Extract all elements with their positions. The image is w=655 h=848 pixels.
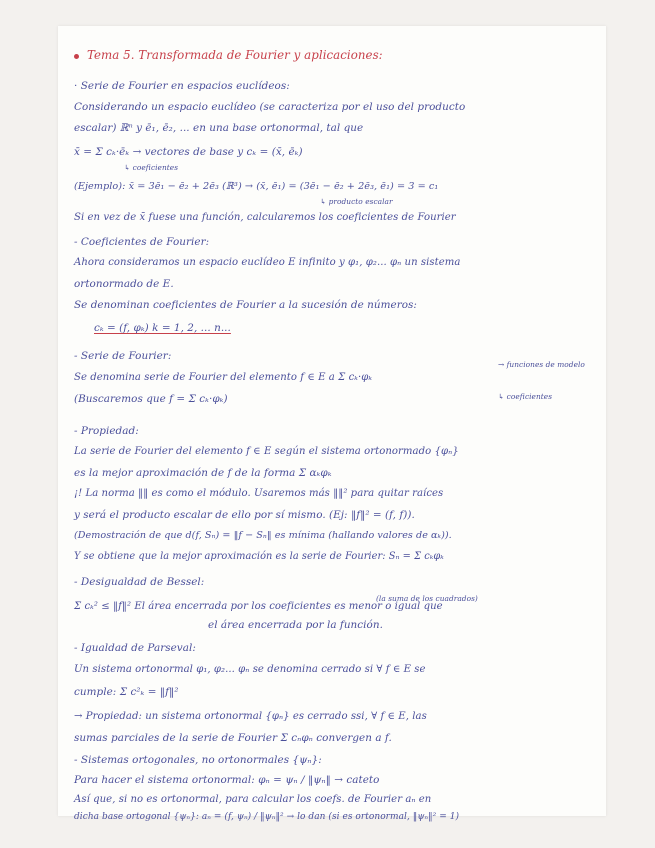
text-line: y será el producto escalar de ello por sí mismo. (Ej: ‖f‖² = (f, f)). [74,509,415,521]
text-line: sumas parciales de la serie de Fourier Σ cₙφₙ convergen a f. [74,732,392,744]
annotation: ↳ coeficientes [498,392,553,401]
formula-line: x̄ = Σ cₖ·ēₖ → vectores de base y cₖ = (x̄, ēₖ) [74,146,303,158]
text-line: Así que, si no es ortonormal, para calcular los coefs. de Fourier aₙ en [74,794,432,805]
text-line: ortonormado de E. [74,278,174,290]
text-line: Y se obtiene que la mejor aproximación es la serie de Fourier: Sₙ = Σ cₖφₖ [74,551,444,562]
text-line: Se denominan coeficientes de Fourier a la sucesión de números: [74,299,417,311]
text-line: Un sistema ortonormal φ₁, φ₂... φₙ se denomina cerrado si ∀ f ∈ E se [74,664,426,675]
text-line: Ahora consideramos un espacio euclídeo E infinito y φ₁, φ₂... φₙ un sistema [74,257,461,268]
section-heading: · Serie de Fourier en espacios euclídeos: [74,80,290,92]
text-line: el área encerrada por la función. [208,619,383,631]
formula-line: cumple: Σ c²ₖ = ‖f‖² [74,686,179,698]
text-line: → Propiedad: un sistema ortonormal {φₙ} es cerrado ssi, ∀ f ∈ E, las [74,711,427,722]
section-heading: - Igualdad de Parseval: [74,642,196,654]
annotation: (la suma de los cuadrados) [376,594,478,603]
example-line: (Ejemplo): x̄ = 3ē₁ − ē₂ + 2ē₃ (ℝ³) → (x̄, ē₁) = (3ē₁ − ē₂ + 2ē₃, ē₁) = 3 = c₁ [74,181,439,192]
text-line: (Demostración de que d(f, Sₙ) = ‖f − Sₙ‖ es mínima (hallando valores de αₖ)). [74,530,452,541]
text-line: Se denomina serie de Fourier del elemento f ∈ E a Σ cₖ·φₖ [74,372,373,383]
text-line: Considerando un espacio euclídeo (se caracteriza por el uso del producto [74,101,466,113]
page-title [74,48,383,62]
bullet-icon [74,54,79,59]
text-line: escalar) ℝⁿ y ē₁, ē₂, ... en una base ortonormal, tal que [74,122,364,134]
text-line: ¡! La norma ‖‖ es como el módulo. Usaremos más ‖‖² para quitar raíces [74,488,444,499]
text-line: La serie de Fourier del elemento f ∈ E según el sistema ortonormado {φₙ} [74,446,459,457]
text-line: dicha base ortogonal {ψₙ}: aₙ = (f, ψₙ) / ‖ψₙ‖² → lo dan (si es ortonormal, ‖ψₙ‖² = 1) [74,812,460,822]
formula-line: cₖ = (f, φₖ) k = 1, 2, ... n... [94,322,231,334]
section-heading: - Desigualdad de Bessel: [74,576,205,588]
notes-page [58,26,606,822]
annotation: ↳ coeficientes [124,163,179,172]
section-heading: - Coeficientes de Fourier: [74,236,210,248]
text-line: es la mejor aproximación de f de la forma Σ αₖφₖ [74,467,332,479]
text-line: (Buscaremos que f = Σ cₖ·φₖ) [74,393,228,405]
annotation: → funciones de modelo [498,360,585,369]
text-line: Para hacer el sistema ortonormal: φₙ = ψₙ / ‖ψₙ‖ → cateto [74,774,380,786]
section-heading: - Sistemas ortogonales, no ortonormales {ψₙ}: [74,754,322,766]
text-line: Σ cₖ² ≤ ‖f‖² El área encerrada por los coeficientes es menor o igual que [74,601,443,612]
section-heading: - Serie de Fourier: [74,350,172,362]
section-heading: - Propiedad: [74,425,139,437]
text-line: Si en vez de x̄ fuese una función, calcularemos los coeficientes de Fourier [74,212,456,223]
title-text: Tema 5. Transformada de Fourier y aplicaciones: [87,48,383,62]
annotation: ↳ producto escalar [320,197,393,206]
